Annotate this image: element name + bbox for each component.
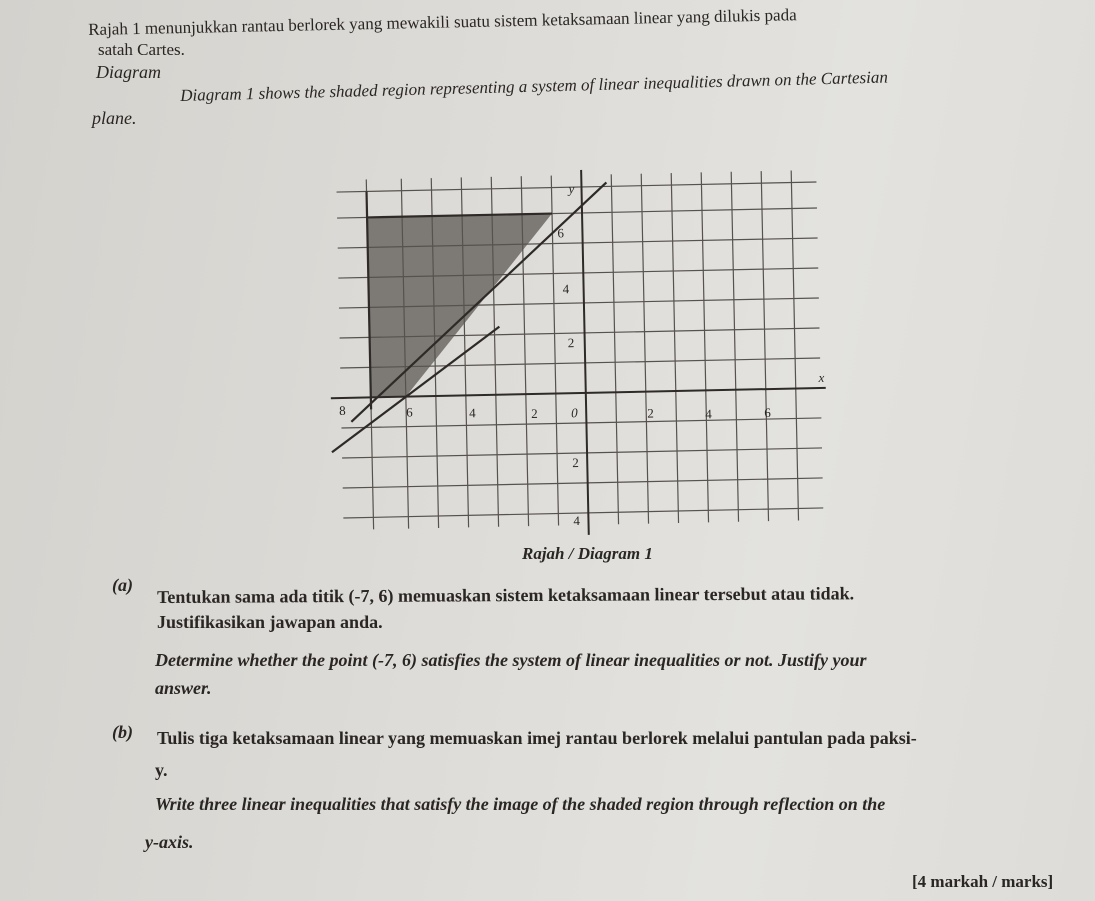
x-tick-neg8: 8 (338, 402, 346, 419)
x-tick-0: 0 (571, 405, 578, 421)
prev-question-fragment-2: Diagram (96, 62, 162, 82)
y-tick-4: 4 (562, 281, 570, 297)
prev-question-fragment-3: plane. (92, 108, 137, 128)
x-tick-6: 6 (764, 405, 771, 421)
prev-question-fragment-1: satah Cartes. (98, 40, 185, 59)
question-b-malay-2: y. (155, 760, 168, 780)
question-a-english-1: Determine whether the point (-7, 6) satisfies the system of linear inequalities or not. Justify your (155, 650, 867, 670)
y-axis (581, 170, 589, 535)
y-tick-neg2: 2 (572, 455, 579, 471)
x-tick-2: 2 (647, 405, 654, 421)
question-a-english-2: answer. (155, 678, 212, 698)
statement-english: Diagram 1 shows the shaded region representing a system of linear inequalities drawn on the Cartesian (180, 67, 889, 105)
statement-malay: Rajah 1 menunjukkan rantau berlorek yang mewakili suatu sistem ketaksamaan linear yang dilukis pada (88, 5, 797, 39)
question-b-english-2: y-axis. (145, 832, 194, 852)
cartesian-grid (330, 165, 830, 545)
y-tick-6: 6 (557, 225, 565, 241)
x-axis-label: x (818, 369, 825, 386)
question-a-label: (a) (112, 575, 133, 595)
question-b-malay-1: Tulis tiga ketaksamaan linear yang memuaskan imej rantau berlorek melalui pantulan pada paksi- (157, 728, 917, 748)
x-tick-4: 4 (705, 406, 712, 422)
diagram-caption: Rajah / Diagram 1 (522, 544, 653, 563)
question-a-malay-2: Justifikasikan jawapan anda. (157, 612, 383, 632)
marks-allocation: [4 markah / marks] (912, 872, 1054, 891)
y-tick-neg4: 4 (573, 513, 581, 529)
x-tick-neg4: 4 (469, 405, 476, 421)
y-tick-2: 2 (567, 335, 575, 351)
y-axis-label: y (568, 181, 575, 197)
x-tick-neg2: 2 (531, 405, 538, 422)
question-a-malay-1: Tentukan sama ada titik (-7, 6) memuaskan sistem ketaksamaan linear tersebut atau tidak. (157, 583, 855, 607)
x-tick-neg6: 6 (406, 404, 413, 420)
question-b-label: (b) (112, 722, 133, 742)
diagram-1 (330, 165, 830, 550)
question-b-english-1: Write three linear inequalities that satisfy the image of the shaded region through reflection on the (155, 794, 886, 814)
